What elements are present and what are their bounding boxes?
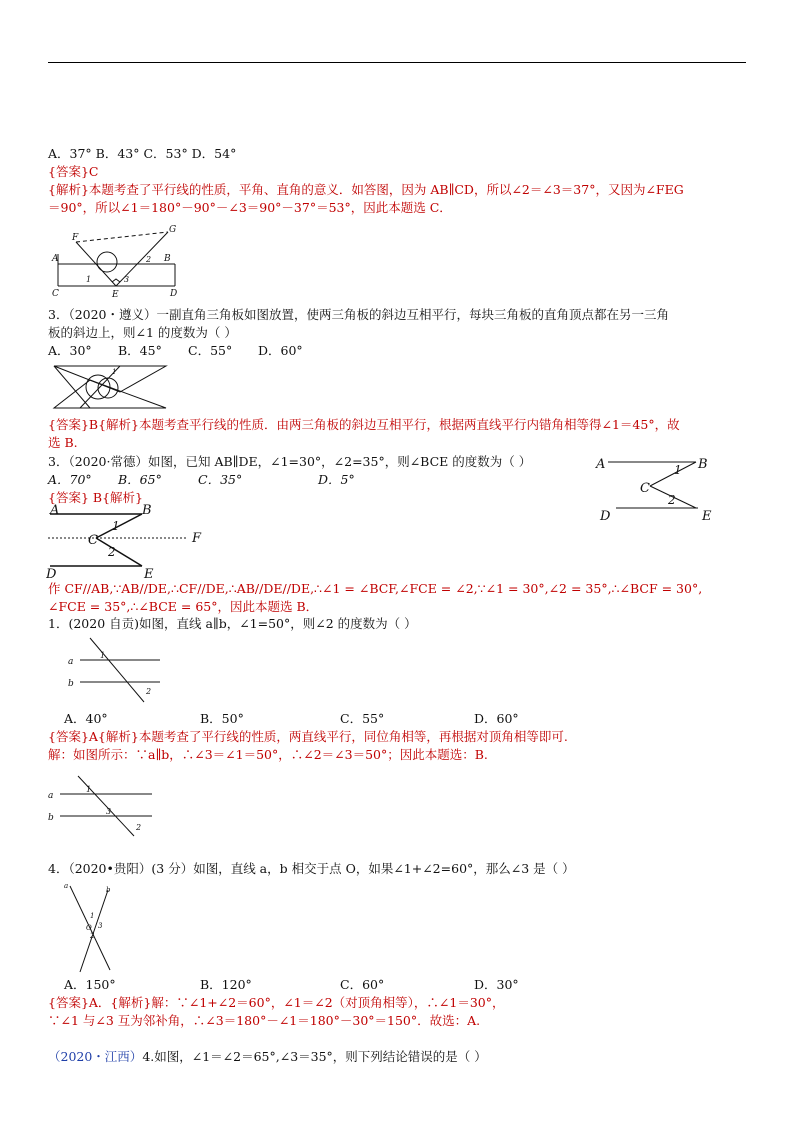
q5-answer-line2: ∵∠1 与∠3 互为邻补角，∴∠3＝180°－∠1＝180°－30°＝150°．故选：A.	[48, 1013, 481, 1028]
q3r-angle-2: 2	[668, 493, 676, 507]
q4s-label-b: b	[48, 813, 54, 823]
q4-label-a: a	[68, 657, 74, 667]
q1-label-e: E	[112, 290, 119, 300]
q5-figure	[60, 880, 130, 974]
q5-option-d: D．30°	[474, 977, 519, 992]
q1-label-a: A	[52, 254, 59, 264]
q3-solution-line1: 作 CF//AB,∵AB//DE,∴CF//DE,∴AB//DE//DE,∴∠1 = ∠BCF,∠FCE = ∠2,∵∠1 = 30°,∠2 = 35°,∴∠BCF = 30°,	[48, 581, 703, 596]
q5-label-a: a	[64, 882, 69, 890]
q1-label-d: D	[170, 289, 178, 299]
q4-angle-2: 2	[146, 687, 152, 696]
q3r-label-a: A	[596, 457, 606, 472]
header-rule	[48, 62, 746, 63]
q3-option-a: A．70°	[48, 472, 92, 487]
q6-stem-line	[48, 1048, 487, 1066]
q3l-label-b: B	[142, 504, 152, 518]
q4s-angle-2: 2	[136, 823, 142, 832]
q2-answer-line1: {答案}B{解析}本题考查平行线的性质．由两三角板的斜边互相平行，根据两直线平行内错角相等得∠1＝45°，故	[48, 417, 680, 432]
q3-stem: 3．（2020·常德）如图，已知 AB∥DE，∠1=30°，∠2=35°，则∠BCE 的度数为（ ）	[48, 454, 532, 469]
q3-option-b: B．65°	[118, 472, 162, 487]
q4-figure	[64, 636, 174, 706]
q2-option-d: D．60°	[258, 343, 303, 358]
q2-answer-line2: 选 B.	[48, 435, 78, 450]
q4-option-d: D．60°	[474, 711, 519, 726]
q2-option-a: A．30°	[48, 343, 92, 358]
q4-stem: 1．(2020 自贡)如图，直线 a∥b，∠1=50°，则∠2 的度数为（ ）	[48, 616, 417, 631]
q4-answer: {答案}A{解析}本题考查了平行线的性质，两直线平行，同位角相等，再根据对顶角相等即可.	[48, 729, 568, 744]
q3r-angle-1: 1	[674, 463, 682, 477]
q1-figure	[50, 224, 190, 300]
q3l-label-c: C	[88, 533, 98, 548]
q5-label-b: b	[106, 886, 111, 894]
q6-source: （2020・江西）	[48, 1049, 143, 1064]
q3l-label-e: E	[144, 567, 154, 580]
q3-solution-line2: ∠FCE = 35°,∴∠BCE = 65°，因此本题选 B．	[48, 599, 319, 614]
q2-option-b: B．45°	[118, 343, 162, 358]
q3-options	[48, 471, 355, 489]
q2-option-c: C．55°	[188, 343, 233, 358]
q5-stem: 4．（2020•贵阳）(3 分）如图，直线 a，b 相交于点 O，如果∠1+∠2=60°，那么∠3 是（ ）	[48, 861, 575, 876]
q5-answer-line1: {答案}A．{解析}解：∵∠1+∠2＝60°，∠1＝∠2（对顶角相等），∴∠1＝30°，	[48, 995, 505, 1010]
q4-angle-1: 1	[100, 651, 106, 660]
q3-figure-left	[46, 504, 216, 580]
q3r-label-c: C	[640, 481, 650, 496]
q3-figure-right	[592, 452, 722, 524]
q6-stem: 4.如图，∠1＝∠2＝65°,∠3＝35°，则下列结论错误的是（ ）	[142, 1049, 487, 1064]
q1-angle-1: 1	[86, 275, 92, 284]
q2-options	[48, 342, 303, 360]
q1-label-g: G	[169, 225, 177, 235]
q1-angle-2: 2	[146, 255, 152, 264]
q2-stem-line2: 板的斜边上，则∠1 的度数为（ ）	[48, 325, 237, 340]
q3-option-d: D．5°	[318, 472, 355, 487]
q3l-angle-2: 2	[108, 545, 116, 559]
q4-option-a: A．40°	[64, 711, 108, 726]
q4-solution: 解：如图所示：∵a∥b，∴∠3＝∠1＝50°，∴∠2＝∠3＝50°；因此本题选：B.	[48, 747, 488, 762]
q1-answer: {答案}C	[48, 164, 99, 179]
q1-label-f: F	[72, 233, 79, 243]
q1-label-b: B	[164, 254, 171, 264]
q4-label-b: b	[68, 679, 74, 689]
q5-angle-3: 3	[98, 922, 103, 930]
q4s-angle-1: 1	[86, 785, 92, 794]
q3l-label-d: D	[46, 567, 57, 580]
q4-options	[64, 710, 519, 728]
q3l-angle-1: 1	[112, 519, 120, 533]
q4-solution-figure	[46, 774, 166, 838]
q5-option-b: B．120°	[200, 977, 252, 992]
q5-option-c: C．60°	[340, 977, 385, 992]
q3r-label-e: E	[702, 509, 712, 524]
q1-analysis-line1: {解析}本题考查了平行线的性质，平角、直角的意义．如答图，因为 AB∥CD，所以∠2＝∠3＝37°，又因为∠FEG	[48, 182, 684, 197]
q5-label-o: O	[86, 924, 92, 932]
q1-angle-3: 3	[124, 275, 130, 284]
q4s-angle-3: 3	[106, 807, 112, 816]
q1-options: A．37° B．43° C．53° D．54°	[48, 146, 237, 161]
q2-angle-1: 1	[112, 368, 117, 376]
q3l-label-f: F	[192, 531, 202, 546]
q3r-label-d: D	[600, 509, 611, 524]
q5-option-a: A．150°	[64, 977, 116, 992]
q5-options	[64, 976, 519, 994]
q4s-label-a: a	[48, 791, 54, 801]
q5-angle-1: 1	[90, 912, 95, 920]
q3l-label-a: A	[50, 504, 60, 518]
q2-stem-line1: 3．（2020・遵义）一副直角三角板如图放置，使两三角板的斜边互相平行，每块三角板的直角顶点都在另一三角	[48, 307, 670, 322]
q3-answer: {答案} B{解析}	[48, 490, 143, 505]
q1-label-c: C	[52, 289, 59, 299]
q3-option-c: C．35°	[198, 472, 243, 487]
q2-figure	[50, 362, 170, 412]
q4-option-c: C．55°	[340, 711, 385, 726]
q1-analysis-line2: ＝90°，所以∠1＝180°－90°－∠3＝90°－37°＝53°，因此本题选 C．	[48, 200, 452, 215]
q3r-label-b: B	[698, 457, 708, 472]
q4-option-b: B．50°	[200, 711, 244, 726]
q5-angle-2: 2	[90, 932, 95, 940]
